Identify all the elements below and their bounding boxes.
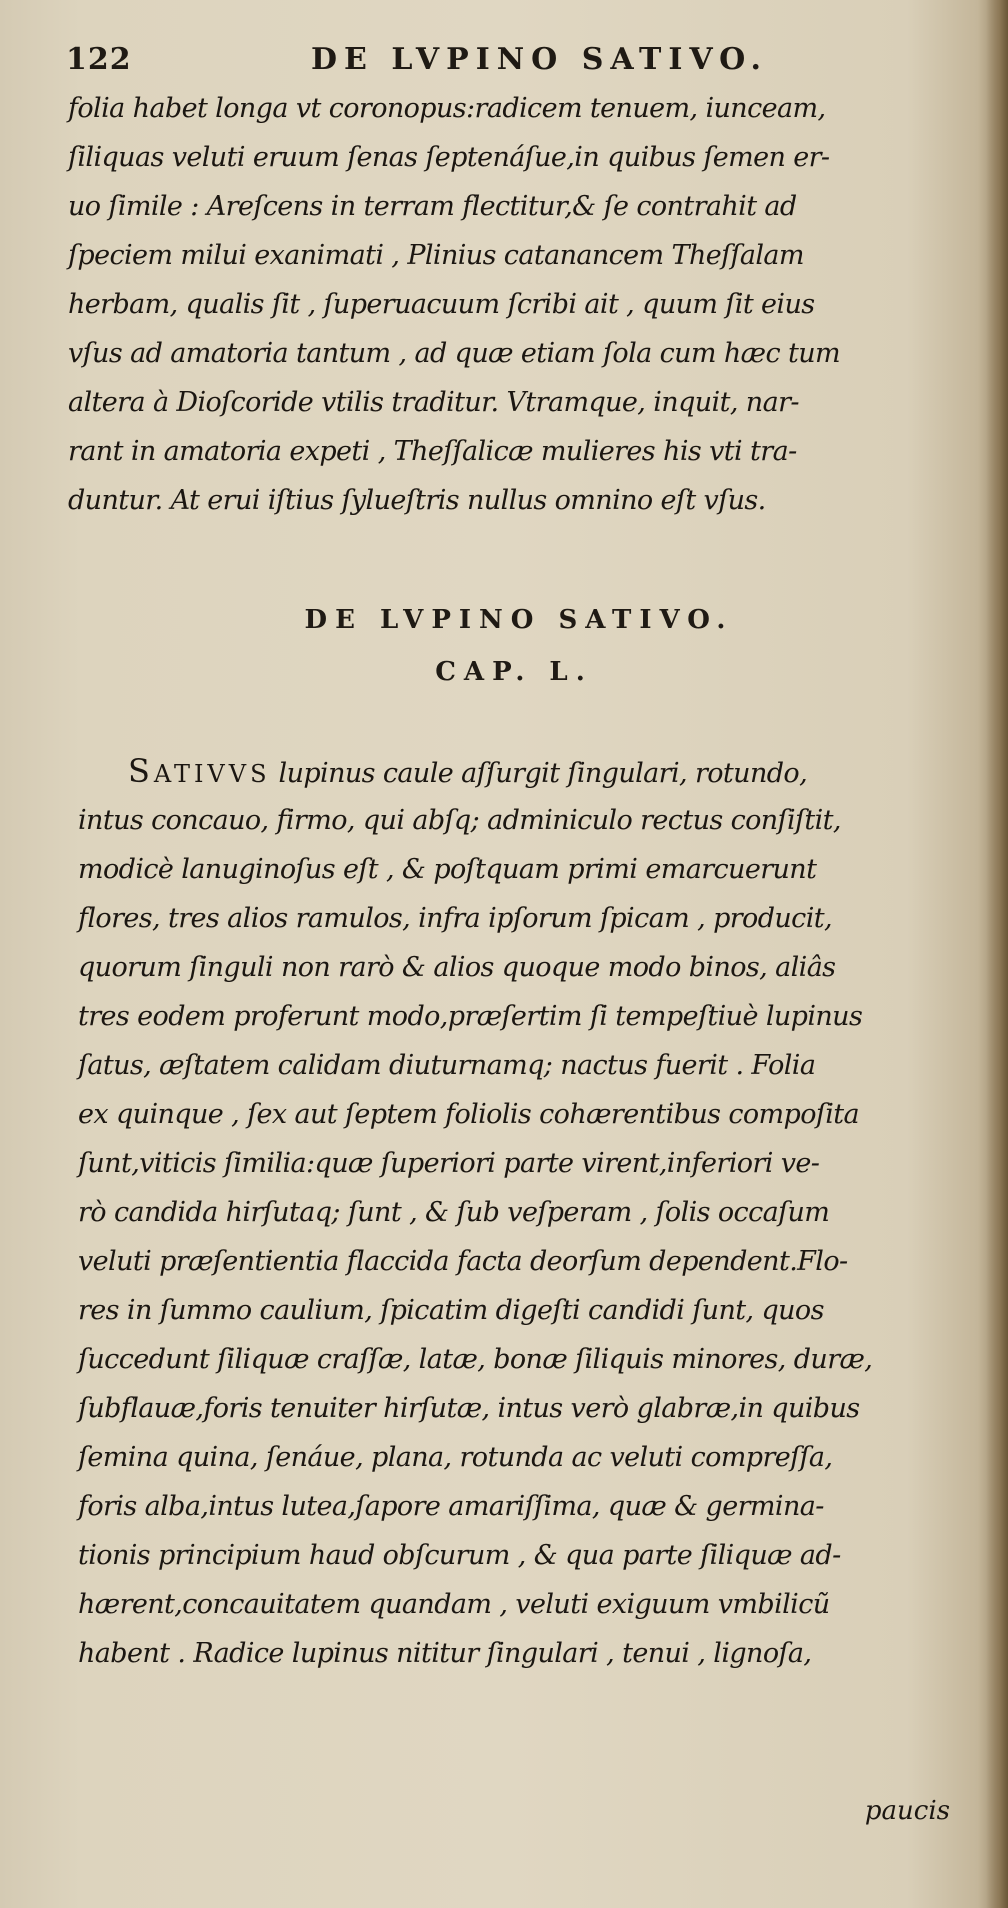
chapter-title: DE LVPINO SATIVO. (304, 605, 734, 635)
running-title: DE LVPINO SATIVO. (311, 42, 768, 77)
chapter-number: CAP. L. (435, 657, 593, 687)
chapter-text-block (68, 747, 968, 1678)
page-number: 122 (66, 42, 132, 77)
lead-initial: S (128, 752, 154, 790)
text-line: ſemina quina, ſenáue, plana, rotunda ac veluti compreſſa, (78, 1442, 833, 1473)
text-line: ſatus, æſtatem calidam diuturnamq; nactus fuerit . Folia (78, 1050, 816, 1081)
page-gutter-shadow (986, 0, 1008, 1908)
text-line: tionis principium haud obſcurum , & qua parte ſiliquæ ad- (78, 1540, 841, 1571)
text-line: quorum ſinguli non rarò & alios quoque modo binos, aliâs (78, 952, 836, 983)
text-line: folia habet longa vt coronopus:radicem tenuem, iunceam, (68, 93, 826, 124)
text-line: ſunt,viticis ſimilia:quæ ſuperiori parte virent,inferiori ve- (78, 1148, 820, 1179)
text-line: ſpeciem milui exanimati , Plinius catanancem Theſſalam (68, 240, 804, 271)
first-text-line (68, 747, 968, 796)
text-line: hærent,concauitatem quandam , veluti exiguum vmbilicũ (78, 1589, 830, 1620)
text-line: ſubflauæ,foris tenuiter hirſutæ, intus verò glabræ,in quibus (78, 1393, 860, 1424)
text-line: habent . Radice lupinus nititur ſingulari , tenui , lignoſa, (78, 1638, 812, 1669)
first-line-text: lupinus caule aſſurgit ſingulari, rotundo, (270, 758, 808, 789)
text-line: ſuccedunt ſiliquæ craſſæ, latæ, bonæ ſiliquis minores, duræ, (78, 1344, 873, 1375)
text-line: modicè lanuginoſus eſt , & poſtquam primi emarcuerunt (78, 854, 817, 885)
text-line: intus concauo, firmo, qui abſq; adminiculo rectus conſiſtit, (78, 805, 841, 836)
text-line: res in ſummo caulium, ſpicatim digeſti candidi ſunt, quos (78, 1295, 824, 1326)
text-line: foris alba,intus lutea,ſapore amariſſima, quæ & germina- (78, 1491, 824, 1522)
text-line: rant in amatoria expeti , Theſſalicæ mulieres his vti tra- (68, 436, 797, 467)
text-line: ſiliquas veluti eruum ſenas ſeptenáſue,in quibus ſemen er- (68, 142, 830, 173)
continued-text-block (68, 84, 968, 525)
text-line: flores, tres alios ramulos, infra ipſorum ſpicam , producit, (78, 903, 832, 934)
text-line: vſus ad amatoria tantum , ad quæ etiam ſola cum hæc tum (68, 338, 841, 369)
running-head (66, 42, 966, 82)
text-line: uo ſimile : Areſcens in terram flectitur,& ſe contrahit ad (68, 191, 797, 222)
text-line: veluti præſentientia flaccida facta deorſum dependent.Flo- (78, 1246, 848, 1277)
text-line: tres eodem proferunt modo,præſertim ſi tempeſtiuè lupinus (78, 1001, 863, 1032)
text-line: herbam, qualis ſit , ſuperuacuum ſcribi ait , quum ſit eius (68, 289, 815, 320)
text-line: rò candida hirſutaq; ſunt , & ſub veſperam , ſolis occaſum (78, 1197, 830, 1228)
lead-word: ATIVVS (153, 760, 271, 788)
catchword: paucis (864, 1796, 950, 1826)
text-line: altera à Dioſcoride vtilis traditur. Vtramque, inquit, nar- (68, 387, 799, 418)
text-line: ex quinque , ſex aut ſeptem foliolis cohærentibus compoſita (78, 1099, 860, 1130)
text-line: duntur. At erui iſtius ſylueſtris nullus omnino eſt vſus. (68, 485, 766, 516)
